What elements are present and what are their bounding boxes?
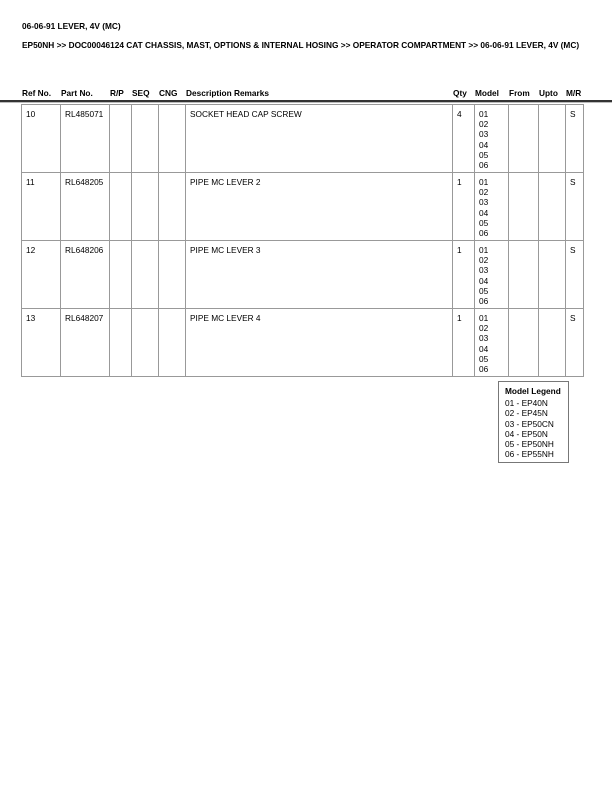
- legend-title: Model Legend: [505, 386, 561, 396]
- from-cell: [509, 241, 539, 309]
- upto-cell: [539, 173, 566, 241]
- legend-item: 05 - EP50NH: [505, 439, 554, 450]
- col-header-cng: CNG: [159, 88, 178, 98]
- table-row: [22, 241, 584, 309]
- rp-cell: [110, 309, 132, 377]
- col-header-qty: Qty: [453, 88, 467, 98]
- model-code: 02: [479, 119, 489, 130]
- model-code: 02: [479, 187, 489, 198]
- model-code: 04: [479, 139, 489, 150]
- model-code: 06: [479, 364, 489, 375]
- breadcrumb: EP50NH >> DOC00046124 CAT CHASSIS, MAST, OPTIONS & INTERNAL HOSING >> OPERATOR COMPARTMENT >> 06-06-91 LEVER, 4V (MC): [22, 40, 580, 50]
- table-row: [22, 309, 584, 377]
- model-code: 05: [479, 149, 489, 160]
- parts-table: [21, 104, 584, 377]
- part-number-cell: RL648207: [61, 309, 110, 377]
- ref-cell: 10: [22, 105, 61, 173]
- rp-cell: [110, 241, 132, 309]
- model-code: 01: [479, 313, 489, 323]
- legend-item: 06 - EP55NH: [505, 449, 554, 460]
- col-header-rp: R/P: [110, 88, 124, 98]
- description-cell: SOCKET HEAD CAP SCREW: [186, 105, 453, 173]
- legend-item: 03 - EP50CN: [505, 418, 554, 429]
- model-code: 02: [479, 323, 489, 334]
- page-title: 06-06-91 LEVER, 4V (MC): [22, 21, 121, 31]
- rp-cell: [110, 173, 132, 241]
- seq-cell: [132, 105, 159, 173]
- table-row: [22, 105, 584, 173]
- seq-cell: [132, 309, 159, 377]
- description-cell: PIPE MC LEVER 2: [186, 173, 453, 241]
- model-code: 04: [479, 343, 489, 354]
- model-cell: [475, 173, 509, 241]
- upto-cell: [539, 309, 566, 377]
- col-header-from: From: [509, 88, 530, 98]
- mr-cell: S: [566, 241, 584, 309]
- model-code: 06: [479, 160, 489, 171]
- mr-cell: S: [566, 173, 584, 241]
- legend-item: 02 - EP45N: [505, 408, 548, 419]
- model-legend: [498, 381, 569, 463]
- model-code: 02: [479, 255, 489, 266]
- model-code: 06: [479, 228, 489, 239]
- col-header-model: Model: [475, 88, 499, 98]
- model-code: 06: [479, 296, 489, 307]
- model-code: 01: [479, 245, 489, 255]
- legend-item: 01 - EP40N: [505, 398, 548, 409]
- model-code: 04: [479, 207, 489, 218]
- ref-cell: 13: [22, 309, 61, 377]
- model-code: 04: [479, 275, 489, 286]
- mr-cell: S: [566, 309, 584, 377]
- ref-cell: 12: [22, 241, 61, 309]
- upto-cell: [539, 105, 566, 173]
- model-cell: [475, 105, 509, 173]
- qty-cell: 4: [453, 105, 475, 173]
- col-header-desc: Description Remarks: [186, 88, 270, 98]
- col-header-ref: Ref No.: [22, 88, 52, 98]
- cng-cell: [159, 309, 186, 377]
- cng-cell: [159, 241, 186, 309]
- col-header-mr: M/R: [566, 88, 582, 98]
- model-cell: [475, 241, 509, 309]
- model-code: 03: [479, 265, 489, 276]
- col-header-upto: Upto: [539, 88, 558, 98]
- description-cell: PIPE MC LEVER 3: [186, 241, 453, 309]
- model-code: 01: [479, 177, 489, 187]
- model-code: 05: [479, 353, 489, 364]
- upto-cell: [539, 241, 566, 309]
- qty-cell: 1: [453, 309, 475, 377]
- ref-cell: 11: [22, 173, 61, 241]
- from-cell: [509, 105, 539, 173]
- col-header-part: Part No.: [61, 88, 93, 98]
- legend-item: 04 - EP50N: [505, 428, 548, 439]
- col-header-seq: SEQ: [132, 88, 150, 98]
- cng-cell: [159, 173, 186, 241]
- description-cell: PIPE MC LEVER 4: [186, 309, 453, 377]
- part-number-cell: RL648206: [61, 241, 110, 309]
- table-row: [22, 173, 584, 241]
- model-code: 03: [479, 197, 489, 208]
- seq-cell: [132, 241, 159, 309]
- header-divider-shadow: [0, 102, 612, 103]
- part-number-cell: RL485071: [61, 105, 110, 173]
- mr-cell: S: [566, 105, 584, 173]
- cng-cell: [159, 105, 186, 173]
- model-code: 03: [479, 129, 489, 140]
- from-cell: [509, 173, 539, 241]
- qty-cell: 1: [453, 173, 475, 241]
- seq-cell: [132, 173, 159, 241]
- model-code: 05: [479, 217, 489, 228]
- part-number-cell: RL648205: [61, 173, 110, 241]
- model-code: 05: [479, 285, 489, 296]
- model-code: 01: [479, 109, 489, 119]
- from-cell: [509, 309, 539, 377]
- rp-cell: [110, 105, 132, 173]
- model-cell: [475, 309, 509, 377]
- model-code: 03: [479, 333, 489, 344]
- qty-cell: 1: [453, 241, 475, 309]
